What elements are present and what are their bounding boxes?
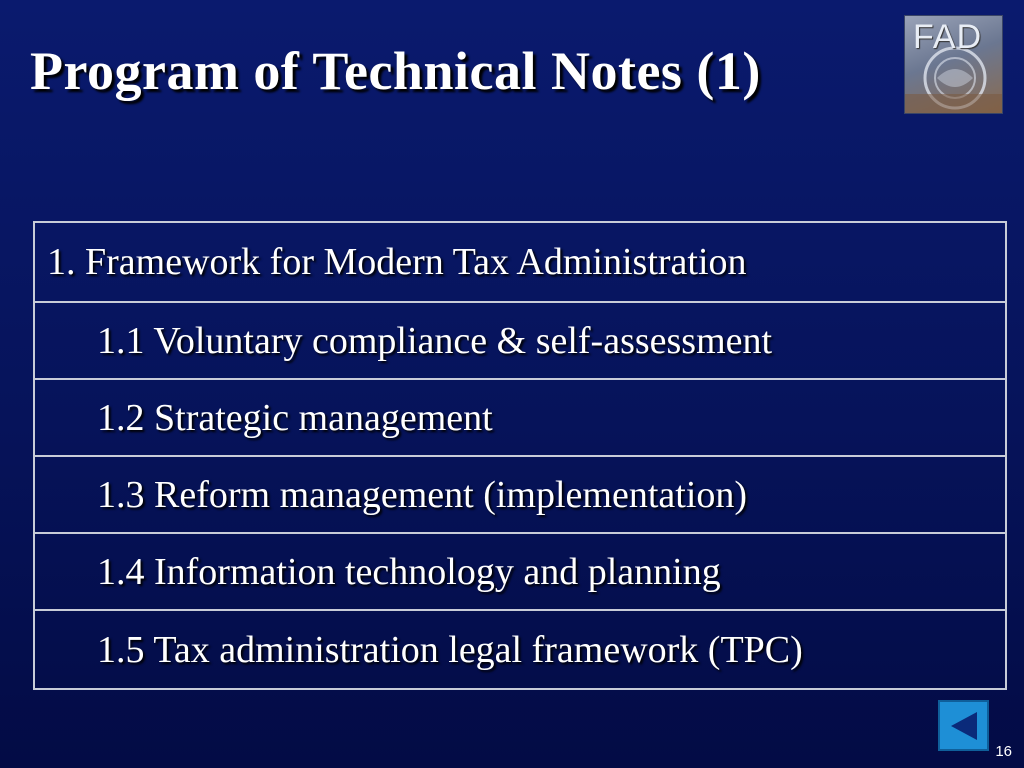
topic-label: 1.1 Voluntary compliance & self-assessment <box>97 319 773 362</box>
table-row <box>35 303 1005 380</box>
topic-label: 1.5 Tax administration legal framework (TPC) <box>97 628 803 671</box>
fad-logo <box>904 15 1003 114</box>
topic-label: 1. Framework for Modern Tax Administration <box>47 241 747 283</box>
table-row <box>35 534 1005 611</box>
back-button[interactable] <box>938 700 989 751</box>
topic-label: 1.2 Strategic management <box>97 396 493 439</box>
table-row <box>35 611 1005 688</box>
slide-title: Program of Technical Notes (1) <box>30 41 761 101</box>
topic-label: 1.4 Information technology and planning <box>97 550 721 593</box>
logo-text: FAD <box>913 18 983 56</box>
topics-table <box>33 221 1007 690</box>
table-row <box>35 380 1005 457</box>
table-row <box>35 457 1005 534</box>
topic-label: 1.3 Reform management (implementation) <box>97 473 748 516</box>
page-number: 16 <box>995 743 1012 760</box>
table-row <box>35 223 1005 303</box>
back-arrow-icon <box>947 709 981 743</box>
